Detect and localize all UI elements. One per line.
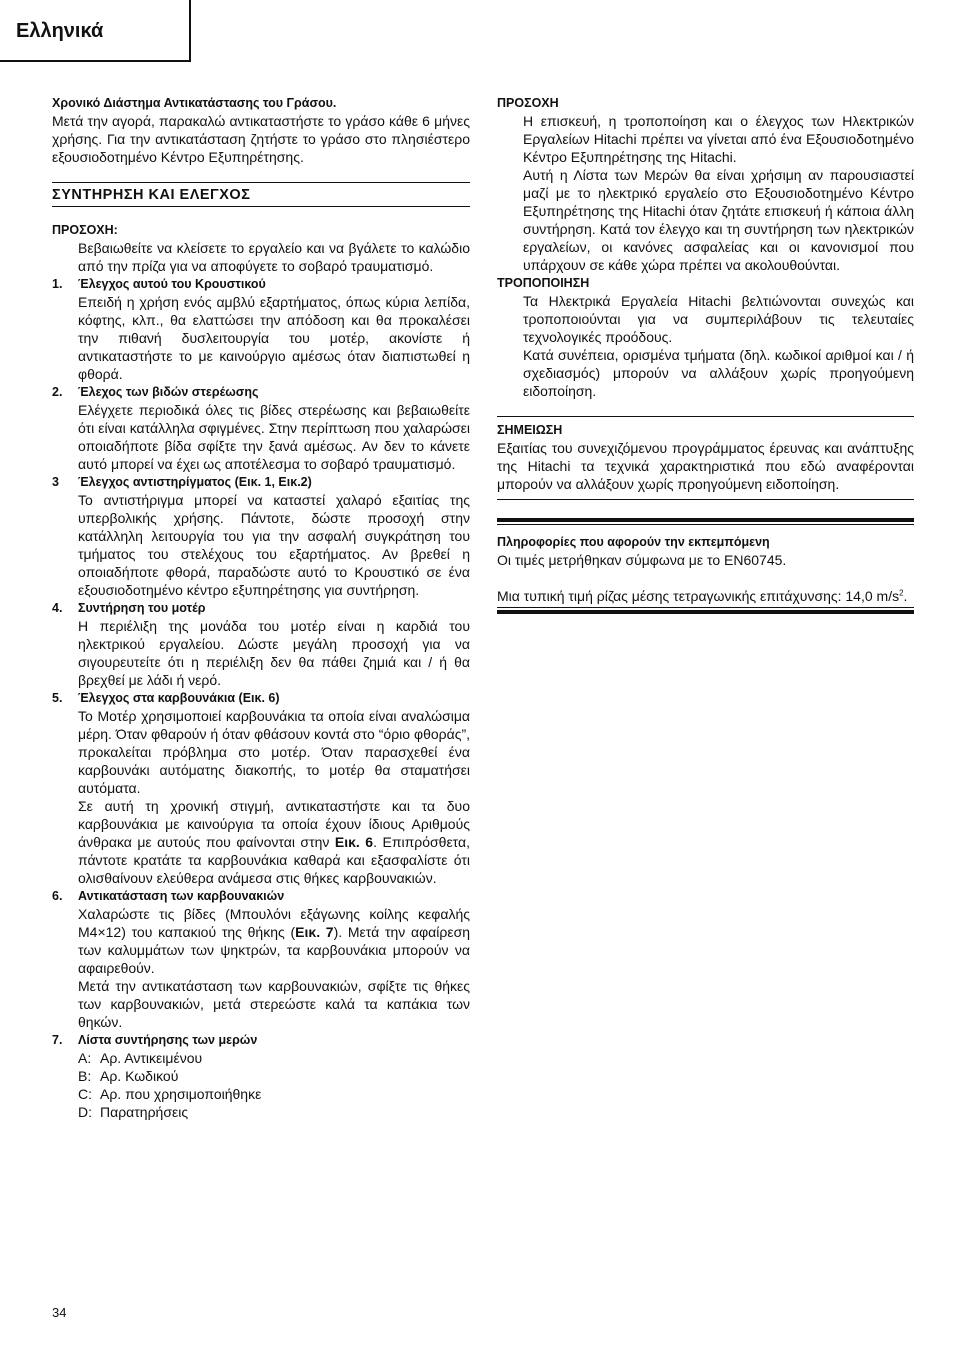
right-column	[497, 94, 914, 614]
item-1-heading: 1. Έλεγχος αυτού του Κρουστικού	[52, 277, 266, 291]
right-caution-text: Η επισκευή, η τροποποίηση και ο έλεγχος των Ηλεκτρικών Εργαλείων Hitachi πρέπει να γίνεται από ένα Εξουσιοδοτημένο Κέντρο Εξυπηρέτησης της Hitachi.	[523, 113, 914, 165]
item-5-heading: 5. Έλεγχος στα καρβουνάκια (Εικ. 6)	[52, 691, 280, 705]
section-title: ΣΥΝΤΗΡΗΣΗ ΚΑΙ ΕΛΕΓΧΟΣ	[52, 182, 470, 207]
item-4-text: Η περιέλιξη της μονάδα του μοτέρ είναι η καρδιά του ηλεκτρικού εργαλείου. Δώστε μεγάλη προσοχή για να σιγουρευτείτε ότι η περιέλιξη δεν θα πάθει ζημιά και / ή θα βρεχθεί με λάδι ή νερό.	[78, 618, 470, 688]
list-item: D: Παρατηρήσεις	[78, 1104, 189, 1120]
divider	[497, 499, 914, 500]
divider	[497, 524, 914, 525]
divider	[497, 416, 914, 417]
divider	[497, 607, 914, 608]
item-1-text: Επειδή η χρήση ενός αμβλύ εξαρτήματος, όπως κύρια λεπίδα, κόφτης, κλπ., θα ελαττώσει την απόδοση και θα προκαλέσει την πιθανή δυσλειτουργία του μοτέρ, ακονίστε ή αντικαταστήστε το με καινούργιο αμέσως όταν διαπιστωθεί η φθορά.	[78, 294, 470, 382]
note-text: Εξαιτίας του συνεχιζόμενου προγράμματος έρευνας και ανάπτυξης της Hitachi τα τεχνικά χαρακτηριστικά που εδώ αναφέρονται μπορούν να αλλάξουν χωρίς προηγούμενη ειδοποίηση.	[497, 440, 914, 492]
modification-title: ΤΡΟΠΟΠΟΙΗΣΗ	[497, 276, 590, 290]
caution-title: ΠΡΟΣΟΧΗ:	[52, 223, 118, 237]
list-item: A: Αρ. Αντικειμένου	[78, 1050, 203, 1066]
grease-title: Χρονικό Διάστημα Αντικατάστασης του Γράσου.	[52, 96, 337, 110]
emission-text: Οι τιμές μετρήθηκαν σύμφωνα με το EN60745.	[497, 552, 787, 568]
item-7-heading: 7. Λίστα συντήρησης των μερών	[52, 1033, 258, 1047]
parts-list	[52, 1049, 470, 1121]
divider-thick	[497, 610, 914, 614]
modification-text-2: Κατά συνέπεια, ορισμένα τμήματα (δηλ. κωδικοί αριθμοί και / ή σχεδιασμός) μπορούν να αλλάξουν χωρίς προηγούμενη ειδοποίηση.	[523, 347, 914, 399]
modification-text: Τα Ηλεκτρικά Εργαλεία Hitachi βελτιώνονται συνεχώς και τροποποιούνται για να συμπεριλάβουν τις τελευταίες τεχνολογικές προόδους.	[523, 293, 914, 345]
list-item: C: Αρ. που χρησιμοποιήθηκε	[78, 1086, 262, 1102]
page-number: 34	[52, 1305, 67, 1320]
item-5-text-2: Σε αυτή τη χρονική στιγμή, αντικαταστήστε και τα δυο καρβουνάκια με καινούργια τα οποία έχουν ίδιους Αριθμούς άνθρακα με αυτούς που φαίνονται στην Εικ. 6. Επιπρόσθετα, πάντοτε κρατάτε τα καρβουνάκια καθαρά και εξασφαλίστε ότι ολισθαίνουν ελεύθερα ανάμεσα στις θήκες καρβουνακιών.	[78, 798, 470, 886]
item-4-heading: 4. Συντήρηση του μοτέρ	[52, 601, 206, 615]
right-caution-title: ΠΡΟΣΟΧΗ	[497, 96, 559, 110]
item-2-heading: 2. Έλεχος των βιδών στερέωσης	[52, 385, 259, 399]
divider-thick	[497, 518, 914, 522]
emission-title: Πληροφορίες που αφορούν την εκπεμπόμενη	[497, 535, 770, 549]
item-5-text: Το Μοτέρ χρησιμοποιεί καρβουνάκια τα οποία είναι αναλώσιμα μέρη. Όταν φθαρούν ή όταν φθάσουν κοντά στο “όριο φθοράς”, προκαλείται πρόβλημα στο μοτέρ. Όταν παρασχεθεί ένα καρβουνάκι αυτόματης διακοπής, το μοτέρ θα σταματήσει αυτόματα.	[78, 708, 470, 796]
item-6-text-2: Μετά την αντικατάσταση των καρβουνακιών, σφίξτε τις θήκες των καρβουνακιών, μετά στερεώστε καλά τα καπάκια των θηκών.	[78, 978, 470, 1030]
language-tab-label: Ελληνικά	[16, 20, 104, 42]
list-item: B: Αρ. Κωδικού	[78, 1068, 179, 1084]
grease-text: Μετά την αγορά, παρακαλώ αντικαταστήστε το γράσο κάθε 6 μήνες χρήσης. Για την αντικατάσταση ζητήστε το γράσο στο πλησιέστερο εξουσιοδοτημένο Κέντρο Εξυπηρέτησης.	[52, 113, 470, 165]
caution-text: Βεβαιωθείτε να κλείσετε το εργαλείο και να βγάλετε το καλώδιο από την πρίζα για να αποφύγετε το σοβαρό τραυματισμό.	[78, 240, 470, 274]
language-tab	[0, 0, 191, 62]
emission-text-2: Μια τυπική τιμή ρίζας μέσης τετραγωνικής επιτάχυνσης: 14,0 $m/s^2$.	[497, 588, 908, 604]
item-6-heading: 6. Αντικατάσταση των καρβουνακιών	[52, 889, 285, 903]
note-title: ΣΗΜΕΙΩΣΗ	[497, 423, 563, 437]
item-3-heading: 3 Έλεγχος αντιστηρίγματος (Εικ. 1, Εικ.2)	[52, 475, 312, 489]
item-6-text: Χαλαρώστε τις βίδες (Μπουλόνι εξάγωνης κοίλης κεφαλής M4×12) του καπακιού της θήκης (Εικ. 7). Μετά την αφαίρεση των καλυμμάτων των ψηκτρών, τα καρβουνάκια μπορούν να αφαιρεθούν.	[78, 906, 471, 976]
item-3-text: Το αντιστήριγμα μπορεί να καταστεί χαλαρό εξαιτίας της υπερβολικής χρήσης. Πάντοτε, δώστε προσοχή στην κατάλληλη λειτουργία του για την ασφαλή συγκράτηση του τμήματος του στελέχους του εξαρτήματος. Αν βρεθεί η οποιαδήποτε φθορά, παραδώστε αυτό το Κρουστικό σε ένα εξουσιοδοτημένο κέντρο εξυπηρέτησης για συντήρηση.	[78, 492, 470, 598]
item-2-text: Ελέγχετε περιοδικά όλες τις βίδες στερέωσης και βεβαιωθείτε ότι είναι κατάλληλα σφιγμένες. Στην περίπτωση που χαλαρώσει οποιαδήποτε βίδα σφίξτε την ξανά αμέσως. Αν δεν το κάνετε αυτό μπορεί να έχει ως αποτέλεσμα το σοβαρό τραυματισμό.	[78, 402, 470, 472]
left-column	[52, 94, 470, 1121]
right-caution-text-2: Αυτή η Λίστα των Μερών θα είναι χρήσιμη αν παρουσιαστεί μαζί με το ηλεκτρικό εργαλείο στο Εξουσιοδοτημένο Κέντρο Εξυπηρέτησης της Hitachi όταν ζητάτε επισκευή ή κάποια άλλη συντήρηση. Κατά τον έλεγχο και τη συντήρηση των ηλεκτρικών εργαλείων, οι κανόνες ασφαλείας και οι κανονισμοί που υπάρχουν σε κάθε χώρα πρέπει να ακολουθούνται.	[523, 167, 914, 273]
